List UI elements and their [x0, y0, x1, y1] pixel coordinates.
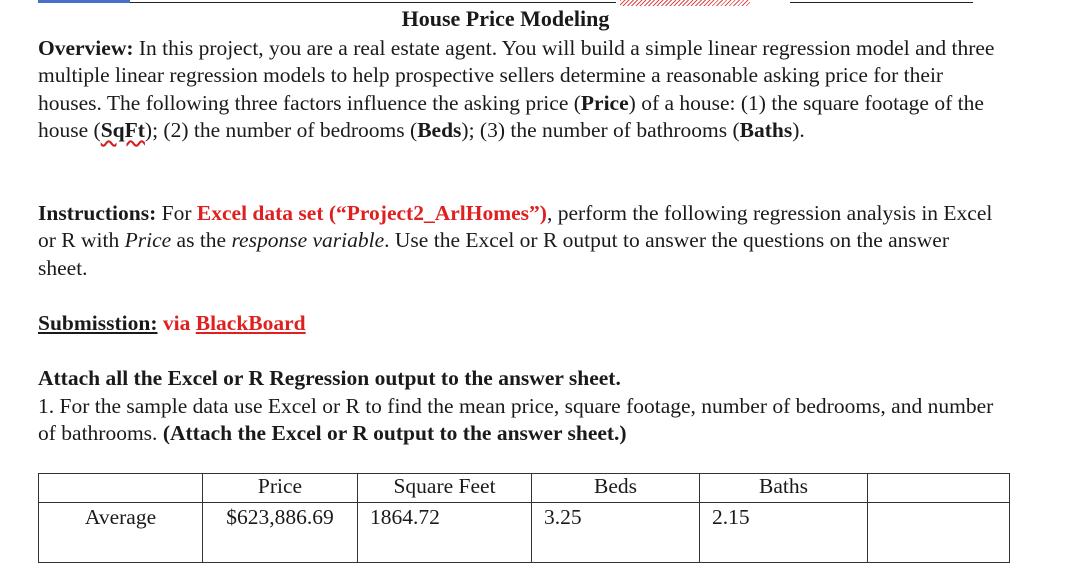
overview-text: ) of a house: (1) the square footage of the house (	[38, 90, 984, 142]
sqft-value: 1864.72	[358, 503, 532, 563]
instructions-label: Instructions:	[38, 201, 157, 225]
overview-text: In this project, you are a real estate agent. You will build a simple linear regression model and three multiple linear regression models to help prospective sellers determine a reasonable asking price for their houses. The following three factors influence the asking price (	[38, 36, 995, 115]
submission-line	[38, 310, 998, 337]
beds-value: 3.25	[532, 503, 700, 563]
averages-table	[38, 473, 1010, 563]
submission-via: via	[157, 311, 196, 335]
baths-value-text: 2.15	[712, 505, 750, 529]
price-value: $623,886.69	[203, 503, 358, 563]
empty-cell	[868, 503, 1010, 563]
instructions-text: For	[156, 201, 197, 225]
sqft-term: SqFt	[100, 117, 145, 142]
question-1-note: (Attach the Excel or R output to the answer sheet.)	[162, 421, 627, 446]
table-header-cell: Square Feet	[358, 474, 532, 503]
table-header-cell: Baths	[700, 474, 868, 503]
selection-highlight	[38, 0, 130, 3]
table-header-cell: Beds	[532, 474, 700, 503]
row-label: Average	[39, 503, 203, 563]
overview-paragraph	[38, 35, 998, 144]
table-header-cell	[39, 474, 203, 503]
table-header-cell: Price	[203, 474, 358, 503]
overview-text: ); (3) the number of bathrooms (	[461, 117, 740, 142]
top-rule-right	[790, 2, 973, 3]
beds-term: Beds	[417, 117, 462, 142]
submission-label: Submisstion:	[38, 311, 158, 335]
question-1-text: 1. For the sample data use Excel or R to find the mean price, square footage, number of bedrooms, and number of bathrooms.	[38, 394, 994, 446]
baths-value	[700, 503, 868, 563]
table-header-row	[39, 474, 1010, 503]
table-header-cell	[868, 474, 1010, 503]
attach-heading: Attach all the Excel or R Regression output to the answer sheet.	[38, 366, 621, 390]
response-variable-term: response variable	[231, 228, 385, 253]
question-1	[38, 393, 998, 448]
table-row	[39, 503, 1010, 563]
instructions-paragraph	[38, 200, 998, 282]
top-rule-left	[130, 2, 616, 3]
price-term: Price	[580, 90, 629, 115]
page-title: House Price Modeling	[401, 6, 610, 31]
price-term: Price	[124, 228, 172, 253]
overview-label: Overview:	[38, 36, 134, 60]
instructions-text: . Use the Excel or R output to answer the questions on the answer sheet.	[38, 228, 950, 280]
overview-text: ); (2) the number of bedrooms (	[144, 117, 418, 142]
submission-platform: BlackBoard	[195, 311, 306, 335]
baths-term: Baths	[739, 117, 793, 142]
overview-text: ).	[792, 117, 805, 142]
dataset-name: Excel data set (“Project2_ArlHomes”)	[196, 201, 547, 225]
instructions-text: , perform the following regression analysis in Excel or R with	[38, 201, 993, 253]
instructions-text: as the	[171, 228, 232, 253]
